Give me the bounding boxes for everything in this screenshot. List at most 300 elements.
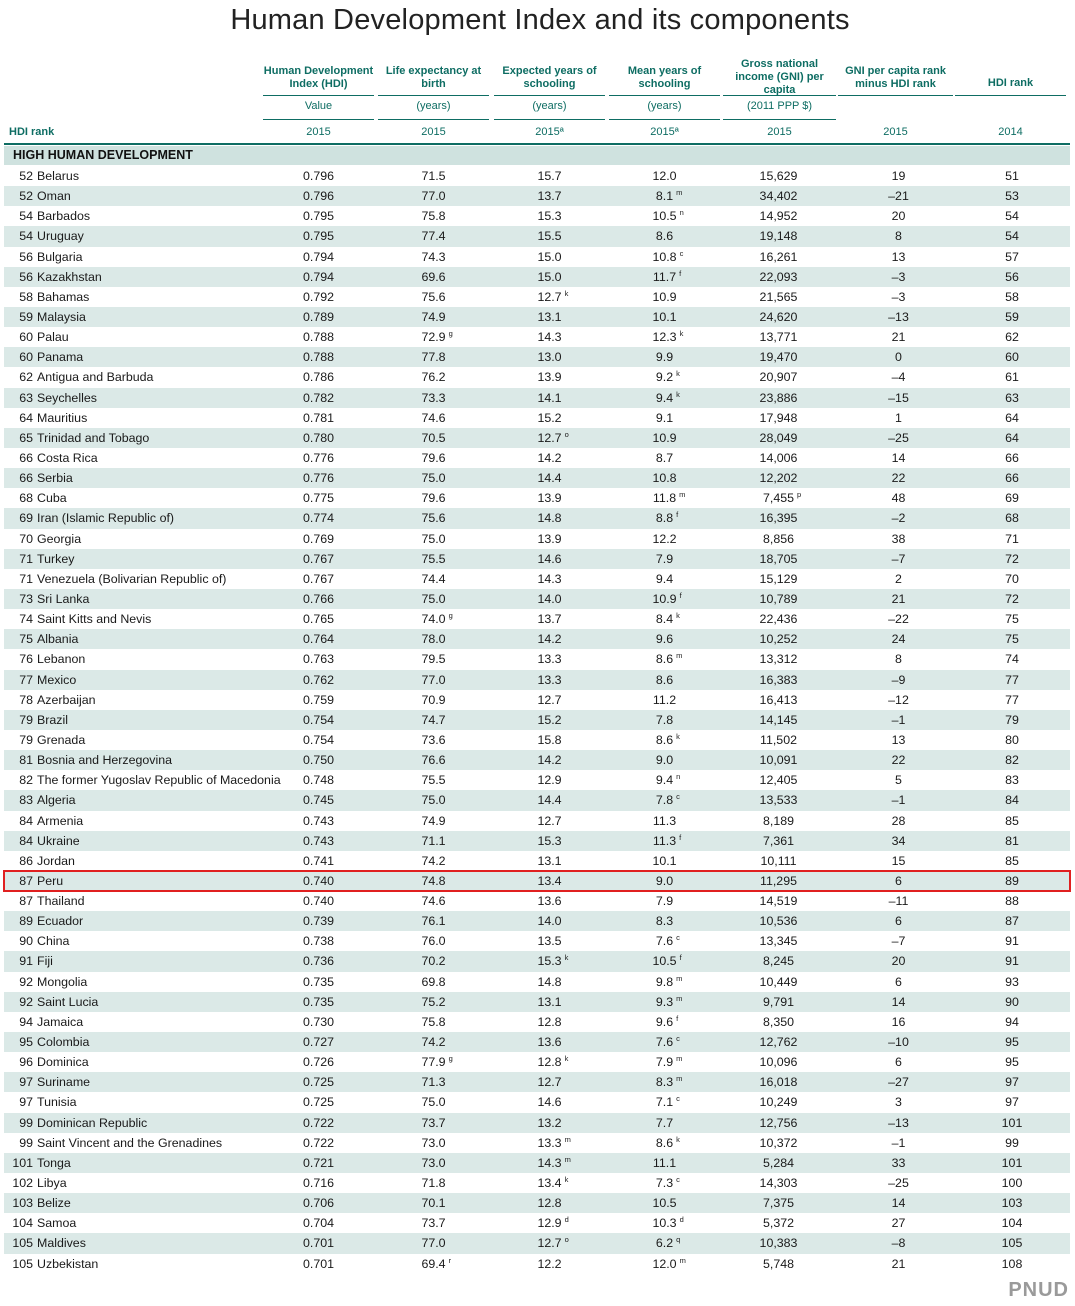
unit-gni: (2011 PPP $) [746,100,813,112]
hdi-rank-cell: 87 [19,894,33,909]
footnote-marker: m [564,1134,571,1144]
life-expectancy-cell: 77.0 [421,1236,446,1251]
pnud-logo: PNUD [1008,1279,1069,1301]
hdi-value-cell: 0.794 [302,269,334,284]
hdi-rank-2014-cell: 105 [1001,1236,1023,1251]
hdi-table-body [4,166,1070,1274]
country-name: Oman [37,189,71,204]
mean-schooling-cell: 7.9 [655,894,674,909]
mean-schooling-cell: 9.8 m [609,972,720,992]
mean-schooling-cell: 8.1 m [609,186,720,206]
mean-schooling-cell: 7.6 c [609,931,720,951]
table-row [4,1052,1070,1072]
gni-per-capita-cell: 16,383 [759,672,798,687]
expected-schooling-cell: 15.5 [537,229,562,244]
gni-minus-hdi-rank-cell: –25 [888,1176,909,1191]
hdi-value-cell: 0.740 [302,873,334,888]
gni-per-capita-cell: 9,791 [762,994,794,1009]
life-expectancy-cell: 76.6 [421,753,446,768]
hdi-rank-2014-cell: 84 [1005,793,1019,808]
gni-minus-hdi-rank-cell: –11 [888,894,909,909]
gni-per-capita-cell: 14,303 [759,1176,798,1191]
footnote-marker: n [679,208,684,218]
hdi-rank-cell: 75 [19,632,33,647]
gni-per-capita-cell: 10,111 [760,853,797,868]
mean-schooling-cell: 11.8 m [609,488,720,508]
hdi-rank-cell: 86 [19,853,33,868]
footnote-marker: c [679,248,684,258]
gni-per-capita-cell: 10,449 [759,974,798,989]
hdi-rank-cell: 62 [19,370,33,385]
gni-per-capita-cell: 16,261 [759,249,798,264]
year-mean: 2015ª [650,126,679,138]
hdi-rank-cell: 65 [19,430,33,445]
gni-per-capita-cell: 14,145 [759,712,798,727]
expected-schooling-cell: 13.4 k [494,1173,605,1193]
footnote-marker: q [676,1235,681,1245]
hdi-value-cell: 0.739 [302,914,334,929]
table-row [4,931,1070,951]
table-row [4,992,1070,1012]
mean-schooling-cell: 7.8 [655,712,674,727]
mean-schooling-cell: 7.7 [655,1115,674,1130]
hdi-rank-2014-cell: 66 [1005,450,1019,465]
gni-minus-hdi-rank-cell: 48 [891,491,906,506]
life-expectancy-cell: 71.5 [421,169,446,183]
table-row [4,307,1070,327]
country-name: Venezuela (Bolivarian Republic of) [37,571,227,586]
hdi-value-cell: 0.781 [302,410,334,425]
gni-minus-hdi-rank-cell: 21 [891,330,906,345]
expected-schooling-cell: 14.8 [537,974,562,989]
expected-schooling-cell: 15.8 [537,732,562,747]
year-hdi: 2015 [306,126,331,138]
mean-schooling-cell: 10.9 [652,430,677,445]
gni-minus-hdi-rank-cell: 22 [891,753,906,768]
hdi-value-cell: 0.788 [302,350,334,365]
mean-schooling-cell: 8.6 [655,229,674,244]
expected-schooling-cell: 14.2 [537,753,562,768]
life-expectancy-cell: 70.9 [421,692,446,707]
life-expectancy-cell: 79.5 [421,652,446,667]
hdi-rank-2014-cell: 94 [1005,1014,1019,1029]
life-expectancy-cell: 74.9 [421,813,446,828]
country-name: Albania [37,632,79,647]
life-expectancy-cell: 75.0 [421,793,446,808]
life-expectancy-cell: 70.1 [421,1196,446,1211]
life-expectancy-cell: 78.0 [421,632,446,647]
mean-schooling-cell: 8.4 k [609,609,720,629]
hdi-value-cell: 0.725 [302,1075,334,1090]
gni-per-capita-cell: 5,372 [762,1216,794,1231]
hdi-rank-2014-cell: 87 [1005,914,1019,929]
footnote-marker: m [679,490,686,500]
gni-per-capita-cell: 10,249 [759,1095,798,1110]
gni-minus-hdi-rank-cell: –22 [888,612,909,627]
gni-per-capita-cell: 20,907 [759,370,798,385]
country-name: Armenia [37,813,84,828]
country-name: Algeria [37,793,76,808]
hdi-rank-cell: 103 [12,1196,33,1211]
table-row [4,811,1070,831]
expected-schooling-cell: 13.1 [537,309,562,324]
hdi-value-cell: 0.763 [302,652,334,667]
life-expectancy-cell: 70.5 [421,430,446,445]
hdi-rank-2014-cell: 85 [1005,813,1019,828]
mean-schooling-cell: 7.9 m [609,1052,720,1072]
hdi-rank-2014-cell: 80 [1005,732,1019,747]
table-row [4,1012,1070,1032]
gni-minus-hdi-rank-cell: –13 [888,309,909,324]
mean-schooling-cell: 10.5 n [609,206,720,226]
mean-schooling-cell: 12.2 [652,531,677,546]
mean-schooling-cell: 8.6 m [609,649,720,669]
hdi-value-cell: 0.762 [302,672,334,687]
mean-schooling-cell: 10.1 [652,309,677,324]
expected-schooling-cell: 13.7 [537,189,562,204]
gni-minus-hdi-rank-cell: –9 [891,672,906,687]
life-expectancy-cell: 69.4 r [378,1254,489,1274]
hdi-rank-cell: 99 [19,1115,33,1130]
life-expectancy-cell: 74.7 [421,712,446,727]
expected-schooling-cell: 14.1 [537,390,562,405]
life-expectancy-cell: 75.5 [421,773,446,788]
country-name: Tunisia [37,1095,77,1110]
mean-schooling-cell: 9.4 n [609,770,720,790]
country-name: Jamaica [37,1014,84,1029]
hdi-value-cell: 0.759 [302,692,334,707]
table-row [4,1072,1070,1092]
footnote-marker: c [676,1034,680,1044]
hdi-rank-cell: 79 [19,732,33,747]
gni-minus-hdi-rank-cell: 6 [895,873,902,888]
hdi-value-cell: 0.730 [302,1014,334,1029]
footnote-marker: k [564,1175,569,1185]
country-name: Costa Rica [37,450,98,465]
gni-per-capita-cell: 28,049 [759,430,798,445]
footnote-marker: m [564,1154,571,1164]
expected-schooling-cell: 13.0 [537,350,562,365]
mean-schooling-cell: 8.6 [655,672,674,687]
mean-schooling-cell: 11.3 f [609,831,720,851]
gni-minus-hdi-rank-cell: 8 [895,652,902,667]
expected-schooling-cell: 14.8 [537,511,562,526]
hdi-rank-2014-cell: 71 [1005,531,1019,546]
life-expectancy-cell: 75.0 [421,471,446,486]
hdi-value-cell: 0.701 [302,1236,334,1251]
table-row [4,1254,1070,1274]
country-name: China [37,934,70,949]
expected-schooling-cell: 12.9 [537,773,562,788]
life-expectancy-cell: 73.7 [421,1216,446,1231]
hdi-value-cell: 0.769 [302,531,334,546]
hdi-rank-cell: 91 [19,954,33,969]
life-expectancy-cell: 75.8 [421,1014,446,1029]
hdi-rank-2014-cell: 72 [1005,551,1019,566]
country-name: Bahamas [37,289,90,304]
table-row [4,609,1070,629]
gni-per-capita-cell: 15,629 [759,169,798,183]
footnote-marker: f [679,953,682,963]
hdi-rank-2014-cell: 81 [1005,833,1019,848]
unit-hdi: Value [304,100,333,112]
country-name: Maldives [37,1236,86,1251]
hdi-rank-cell: 78 [19,692,33,707]
hdi-value-cell: 0.722 [302,1115,334,1130]
country-name: Lebanon [37,652,86,667]
gni-per-capita-cell: 16,413 [759,692,798,707]
hdi-value-cell: 0.765 [302,612,334,627]
expected-schooling-cell: 13.3 [537,672,562,687]
mean-schooling-cell: 11.3 [652,813,677,828]
hdi-rank-cell: 87 [19,873,33,888]
gni-minus-hdi-rank-cell: 5 [895,773,902,788]
mean-schooling-cell: 9.6 f [609,1012,720,1032]
mean-schooling-cell: 6.2 q [609,1233,720,1253]
expected-schooling-cell: 14.0 [537,914,562,929]
life-expectancy-cell: 76.2 [421,370,446,385]
gni-per-capita-cell: 10,536 [759,914,798,929]
gni-per-capita-cell: 11,502 [760,732,797,747]
gni-minus-hdi-rank-cell: 24 [891,632,906,647]
expected-schooling-cell: 13.9 [537,491,562,506]
expected-schooling-cell: 13.1 [537,994,562,1009]
life-expectancy-cell: 73.0 [421,1135,446,1150]
hdi-value-cell: 0.764 [302,632,334,647]
gni-minus-hdi-rank-cell: –3 [891,269,906,284]
country-name: Fiji [37,954,53,969]
life-expectancy-cell: 70.2 [421,954,446,969]
gni-per-capita-cell: 21,565 [759,289,798,304]
life-expectancy-cell: 74.8 [421,873,446,888]
hdi-rank-cell: 95 [19,1035,33,1050]
col-header-hdi: Human Development Index (HDI) [263,64,374,90]
expected-schooling-cell: 15.0 [537,249,562,264]
hdi-value-cell: 0.704 [302,1216,334,1231]
gni-per-capita-cell: 10,096 [759,1055,798,1070]
hdi-rank-cell: 89 [19,914,33,929]
life-expectancy-cell: 71.8 [421,1176,446,1191]
table-row [4,327,1070,347]
gni-minus-hdi-rank-cell: 2 [895,571,902,586]
life-expectancy-cell: 74.6 [421,410,446,425]
footnote-marker: r [448,1255,452,1265]
gni-minus-hdi-rank-cell: –1 [891,712,906,727]
hdi-value-cell: 0.774 [302,511,334,526]
gni-minus-hdi-rank-cell: 14 [891,994,906,1009]
gni-minus-hdi-rank-cell: 0 [895,350,902,365]
footnote-marker: m [676,1054,683,1064]
hdi-value-cell: 0.775 [302,491,334,506]
mean-schooling-cell: 10.8 [652,471,677,486]
mean-schooling-cell: 10.8 c [609,247,720,267]
hdi-value-cell: 0.795 [302,229,334,244]
hdi-rank-cell: 104 [12,1216,33,1231]
gni-minus-hdi-rank-cell: 20 [891,954,906,969]
hdi-rank-2014-cell: 95 [1005,1055,1019,1070]
footnote-marker: c [676,933,680,943]
country-name: Mauritius [37,410,88,425]
footnote-marker: k [676,731,680,741]
hdi-rank-2014-cell: 77 [1005,692,1019,707]
expected-schooling-cell: 14.0 [537,591,562,606]
hdi-value-cell: 0.788 [302,330,334,345]
country-name: Suriname [37,1075,91,1090]
mean-schooling-cell: 10.9 f [609,589,720,609]
mean-schooling-cell: 11.2 [652,692,677,707]
hdi-rank-2014-cell: 68 [1005,511,1019,526]
life-expectancy-cell: 76.0 [421,934,446,949]
country-name: Brazil [37,712,68,727]
table-row [4,388,1070,408]
expected-schooling-cell: 12.8 [537,1196,562,1211]
expected-schooling-cell: 14.2 [537,450,562,465]
gni-per-capita-cell: 13,533 [759,793,798,808]
life-expectancy-cell: 75.0 [421,531,446,546]
country-name: Malaysia [37,309,86,324]
country-name: Bulgaria [37,249,83,264]
table-row [4,770,1070,790]
country-name: Azerbaijan [37,692,96,707]
hdi-rank-2014-cell: 104 [1001,1216,1023,1231]
hdi-value-cell: 0.701 [302,1256,334,1271]
life-expectancy-cell: 74.0 g [378,609,489,629]
gni-per-capita-cell: 10,252 [759,632,798,647]
hdi-value-cell: 0.743 [302,833,334,848]
hdi-rank-2014-cell: 91 [1005,954,1019,969]
hdi-rank-cell: 92 [19,974,33,989]
hdi-rank-cell: 54 [19,209,33,224]
country-name: Iran (Islamic Republic of) [37,511,175,526]
hdi-value-cell: 0.754 [302,712,334,727]
hdi-value-cell: 0.716 [302,1176,334,1191]
table-row [4,206,1070,226]
mean-schooling-cell: 7.9 [655,551,674,566]
hdi-rank-cell: 97 [19,1095,33,1110]
hdi-rank-2014-cell: 100 [1001,1176,1023,1191]
life-expectancy-cell: 75.6 [421,511,446,526]
expected-schooling-cell: 15.3 k [494,951,605,971]
mean-schooling-cell: 9.0 [655,753,674,768]
gni-per-capita-cell: 12,762 [759,1035,798,1050]
col-header-gni: Gross national income (GNI) per capita [735,58,824,96]
mean-schooling-cell: 10.1 [652,853,677,868]
table-row [4,951,1070,971]
expected-schooling-cell: 13.7 [537,612,562,627]
section-high-human-development: HIGH HUMAN DEVELOPMENT [4,146,1070,165]
mean-schooling-cell: 9.4 [655,571,674,586]
hdi-rank-cell: 71 [19,571,33,586]
hdi-value-cell: 0.766 [302,591,334,606]
gni-per-capita-cell: 19,470 [759,350,798,365]
life-expectancy-cell: 77.0 [421,672,446,687]
gni-per-capita-cell: 7,375 [762,1196,794,1211]
expected-schooling-cell: 12.7 o [494,428,605,448]
life-expectancy-cell: 73.3 [421,390,446,405]
life-expectancy-cell: 74.3 [421,249,446,264]
country-name: Jordan [37,853,75,868]
gni-per-capita-cell: 24,620 [759,309,798,324]
hdi-rank-2014-cell: 97 [1005,1095,1019,1110]
table-row [4,508,1070,528]
hdi-rank-cell: 102 [12,1176,33,1191]
table-row [4,448,1070,468]
country-name: Ecuador [37,914,84,929]
gni-minus-hdi-rank-cell: 34 [891,833,906,848]
gni-per-capita-cell: 10,789 [759,591,798,606]
expected-schooling-cell: 14.3 m [494,1153,605,1173]
mean-schooling-cell: 7.8 c [609,790,720,810]
footnote-marker: k [676,1134,680,1144]
hdi-value-cell: 0.767 [302,551,334,566]
table-row [4,408,1070,428]
expected-schooling-cell: 13.1 [537,853,562,868]
hdi-value-cell: 0.782 [302,390,334,405]
year-expected: 2015ª [535,126,564,138]
hdi-value-cell: 0.754 [302,732,334,747]
expected-schooling-cell: 12.7 k [494,287,605,307]
hdi-rank-2014-cell: 58 [1005,289,1019,304]
hdi-value-cell: 0.748 [302,773,334,788]
expected-schooling-cell: 14.4 [537,471,562,486]
footnote-marker: m [676,188,683,198]
hdi-rank-2014-cell: 93 [1005,974,1019,989]
hdi-rank-2014-cell: 85 [1005,853,1019,868]
life-expectancy-cell: 73.6 [421,732,446,747]
expected-schooling-cell: 15.2 [537,410,562,425]
expected-schooling-cell: 12.7 [537,813,562,828]
footnote-marker: d [564,1215,569,1225]
table-row [4,428,1070,448]
gni-minus-hdi-rank-cell: 22 [891,471,906,486]
hdi-rank-cell: 99 [19,1135,33,1150]
hdi-rank-cell: 94 [19,1014,33,1029]
footnote-marker: c [676,1094,680,1104]
table-row [4,1233,1070,1253]
expected-schooling-cell: 13.5 [537,934,562,949]
hdi-rank-2014-cell: 82 [1005,753,1019,768]
mean-schooling-cell: 12.3 k [609,327,720,347]
gni-per-capita-cell: 5,748 [762,1256,794,1271]
mean-schooling-cell: 9.4 k [609,388,720,408]
table-row [4,569,1070,589]
page-title: Human Development Index and its components [230,4,850,36]
footnote-marker: g [448,611,453,621]
expected-schooling-cell: 12.7 [537,692,562,707]
hdi-value-cell: 0.726 [302,1055,334,1070]
hdi-rank-cell: 66 [19,450,33,465]
gni-minus-hdi-rank-cell: –12 [888,692,909,707]
gni-per-capita-cell: 12,202 [759,471,798,486]
country-name: Uruguay [37,229,84,244]
hdi-rank-cell: 58 [19,289,33,304]
hdi-rank-2014-cell: 74 [1005,652,1019,667]
unit-life: (years) [416,100,451,112]
gni-minus-hdi-rank-cell: 13 [891,249,906,264]
hdi-value-cell: 0.767 [302,571,334,586]
gni-minus-hdi-rank-cell: –25 [888,430,909,445]
hdi-rank-cell: 92 [19,994,33,1009]
hdi-rank-2014-cell: 101 [1001,1155,1023,1170]
life-expectancy-cell: 69.6 [421,269,446,284]
hdi-rank-cell: 79 [19,712,33,727]
hdi-rank-cell: 76 [19,652,33,667]
expected-schooling-cell: 14.4 [537,793,562,808]
year-life: 2015 [421,126,446,138]
mean-schooling-cell: 9.2 k [609,367,720,387]
gni-per-capita-cell: 7,455 p [723,488,834,508]
col-header-mean: Mean years of schooling [627,64,702,90]
